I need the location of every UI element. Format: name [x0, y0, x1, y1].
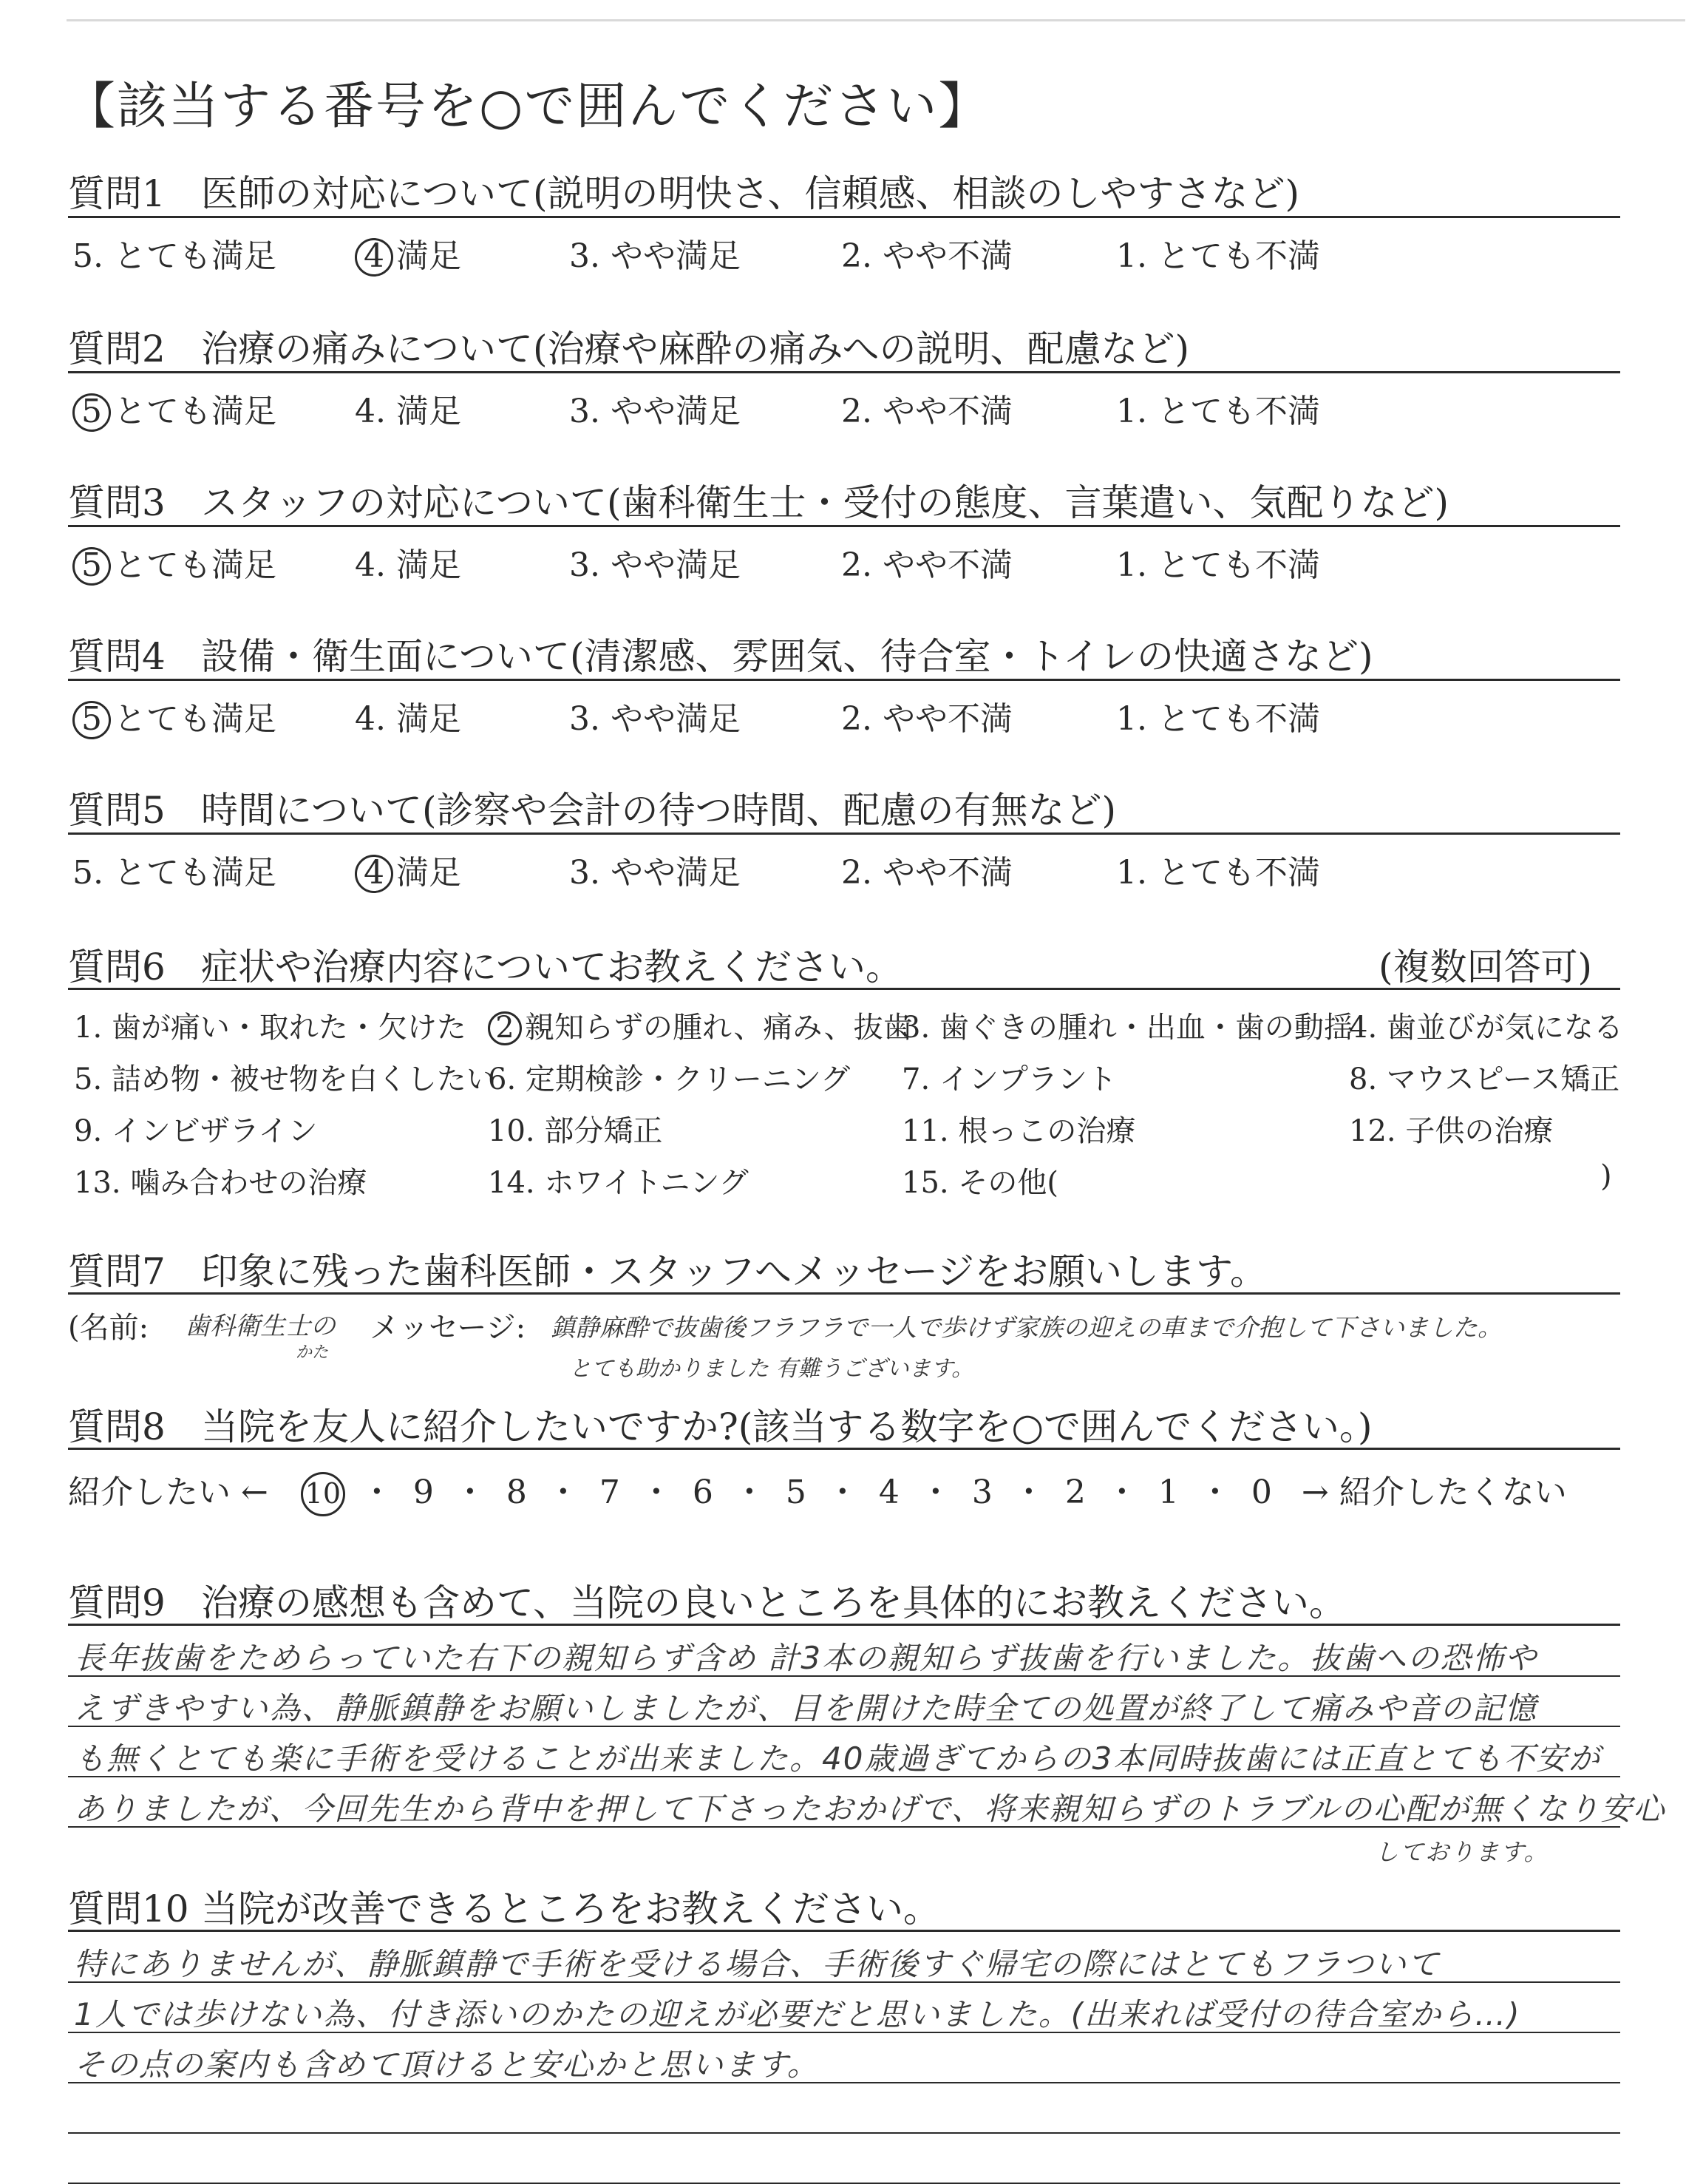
q1-option[interactable]: 2. やや不満 — [841, 237, 1013, 275]
q6-option[interactable]: 13. 噛み合わせの治療 — [74, 1166, 367, 1200]
q8-scale-value[interactable]: 8 — [506, 1473, 527, 1511]
q6-option[interactable]: 10. 部分矯正 — [488, 1114, 663, 1148]
q3-option[interactable]: 2. やや不満 — [841, 546, 1013, 584]
q7-number: 質問7 — [68, 1250, 166, 1293]
q8-scale-separator: ・ — [546, 1473, 579, 1511]
q1-option[interactable]: 5. とても満足 — [72, 237, 276, 275]
q8-scale-value[interactable]: 1 — [1158, 1473, 1179, 1511]
q10-rule — [68, 1930, 1620, 1932]
q4-option-selected[interactable]: 5 とても満足 — [72, 692, 276, 739]
q6-option[interactable]: 12. 子供の治療 — [1349, 1114, 1554, 1148]
q8-scale-separator: ・ — [732, 1473, 766, 1511]
q9-answer-line: 長年抜歯をためらっていた右下の親知らず含め 計3本の親知らず抜歯を行いました。抜歯への恐怖や — [74, 1640, 1538, 1676]
q6-option[interactable]: 6. 定期検診・クリーニング — [488, 1062, 851, 1096]
q8-scale-values — [301, 1465, 1279, 1516]
selected-circle-mark: 5 — [72, 393, 111, 432]
q5-rule — [68, 832, 1620, 835]
q5-option[interactable]: 1. とても不満 — [1116, 854, 1320, 892]
q2-option[interactable]: 4. 満足 — [355, 393, 461, 430]
q1-heading — [68, 164, 1620, 217]
q6-option[interactable]: 9. インビザライン — [74, 1114, 318, 1148]
q4-rule — [68, 679, 1620, 681]
q3-option-selected[interactable]: 5 とても満足 — [72, 538, 276, 586]
q4-text: 設備・衛生面について(清潔感、雰囲気、待合室・トイレの快適さなど) — [201, 635, 1373, 678]
q2-option-selected[interactable]: 5 とても満足 — [72, 384, 276, 432]
q6-option-selected[interactable]: 2 親知らずの腫れ、痛み、抜歯 — [488, 1004, 913, 1046]
q9-rule — [68, 1624, 1620, 1626]
q10-text: 当院が改善できるところをお教えください。 — [201, 1888, 940, 1930]
q8-rule — [68, 1448, 1620, 1450]
q6-text: 症状や治療内容についてお教えください。 — [201, 946, 903, 988]
q8-scale-separator: ・ — [1105, 1473, 1138, 1511]
q8-scale-value[interactable]: 3 — [971, 1473, 993, 1511]
q8-left-label: 紹介したい ← — [68, 1473, 268, 1511]
q8-scale-value[interactable]: 2 — [1064, 1473, 1086, 1511]
q5-number: 質問5 — [68, 789, 166, 832]
q5-heading — [68, 781, 1620, 834]
q4-options — [0, 692, 1703, 744]
q8-scale — [68, 1465, 1620, 1516]
q8-scale-value[interactable]: 5 — [785, 1473, 806, 1511]
q8-scale-value[interactable]: 7 — [599, 1473, 620, 1511]
q4-option[interactable]: 3. やや満足 — [569, 700, 741, 738]
q1-options — [0, 229, 1703, 281]
selected-circle-mark: 4 — [355, 855, 393, 893]
q6-option[interactable]: 5. 詰め物・被せ物を白くしたい — [74, 1062, 496, 1096]
q3-option[interactable]: 1. とても不満 — [1116, 546, 1320, 584]
q10-answer-line: 1人では歩けない為、付き添いのかたの迎えが必要だと思いました。(出来れば受付の待合室から…) — [74, 1996, 1521, 2032]
q8-scale-separator: ・ — [1198, 1473, 1231, 1511]
q1-option-selected[interactable]: 4 満足 — [355, 229, 461, 277]
selected-circle-mark: 5 — [72, 547, 111, 586]
q1-option[interactable]: 3. やや満足 — [569, 237, 741, 275]
q1-rule — [68, 216, 1620, 218]
q7-message-label: メッセージ: — [370, 1311, 526, 1345]
q3-rule — [68, 525, 1620, 527]
q1-number: 質問1 — [68, 172, 166, 215]
q9-answer-line: えずきやすい為、静脈鎮静をお願いしましたが、目を開けた時全ての処置が終了して痛みや音の記憶 — [74, 1690, 1538, 1726]
q6-rule — [68, 988, 1620, 990]
q2-options — [0, 384, 1703, 436]
q3-option[interactable]: 4. 満足 — [355, 546, 461, 584]
q5-option[interactable]: 5. とても満足 — [72, 854, 276, 892]
q8-scale-value[interactable]: 0 — [1251, 1473, 1272, 1511]
q8-scale-selected[interactable]: 10 — [301, 1472, 345, 1516]
q8-scale-separator: ・ — [1012, 1473, 1045, 1511]
q2-option[interactable]: 2. やや不満 — [841, 393, 1013, 430]
q3-number: 質問3 — [68, 481, 166, 524]
q8-scale-separator: ・ — [639, 1473, 673, 1511]
q4-option[interactable]: 1. とても不満 — [1116, 700, 1320, 738]
q9-answer-line: しております。 — [1375, 1838, 1549, 1866]
selected-circle-mark: 2 — [488, 1011, 522, 1045]
q6-other-close-paren: ) — [1600, 1159, 1612, 1193]
q6-multi-note: (複数回答可) — [1378, 946, 1592, 988]
q6-option[interactable]: 14. ホワイトニング — [488, 1166, 749, 1200]
q7-heading — [68, 1242, 1620, 1295]
q7-name-value: 歯科衛生士の — [185, 1312, 336, 1341]
q2-option[interactable]: 3. やや満足 — [569, 393, 741, 430]
q2-text: 治療の痛みについて(治療や麻酔の痛みへの説明、配慮など) — [201, 328, 1190, 370]
q10-answer-line: 特にありませんが、静脈鎮静で手術を受ける場合、手術後すぐ帰宅の際にはとてもフラついて — [74, 1946, 1441, 1982]
q8-scale-value[interactable]: 6 — [692, 1473, 713, 1511]
q5-options — [0, 846, 1703, 898]
q6-option[interactable]: 7. インプラント — [902, 1062, 1117, 1096]
q8-scale-separator: ・ — [453, 1473, 486, 1511]
q7-message-line1: 鎮静麻酔で抜歯後フラフラで一人で歩けず家族の迎えの車まで介抱して下さいました。 — [551, 1313, 1502, 1342]
q2-heading — [68, 319, 1620, 373]
q7-text: 印象に残った歯科医師・スタッフへメッセージをお願いします。 — [201, 1250, 1267, 1293]
q8-text: 当院を友人に紹介したいですか?(該当する数字を○で囲んでください。) — [201, 1405, 1373, 1448]
q6-option[interactable]: 8. マウスピース矯正 — [1349, 1062, 1620, 1096]
q3-option[interactable]: 3. やや満足 — [569, 546, 741, 584]
q3-heading — [68, 473, 1620, 526]
q6-option[interactable]: 15. その他( — [902, 1166, 1058, 1200]
q4-option[interactable]: 2. やや不満 — [841, 700, 1013, 738]
q3-options — [0, 538, 1703, 590]
q8-scale-value[interactable]: 4 — [878, 1473, 900, 1511]
page-title: 【該当する番号を○で囲んでください】 — [65, 78, 990, 136]
q6-option[interactable]: 3. 歯ぐきの腫れ・出血・歯の動揺 — [902, 1011, 1353, 1045]
q4-heading — [68, 627, 1620, 680]
q9-heading — [68, 1573, 1620, 1627]
q6-option[interactable]: 4. 歯並びが気になる — [1349, 1011, 1623, 1045]
q8-scale-separator: ・ — [919, 1473, 952, 1511]
q5-option[interactable]: 2. やや不満 — [841, 854, 1013, 892]
q8-scale-value[interactable]: 9 — [412, 1473, 434, 1511]
q9-number: 質問9 — [68, 1581, 166, 1624]
q9-text: 治療の感想も含めて、当院の良いところを具体的にお教えください。 — [201, 1581, 1346, 1624]
q5-option[interactable]: 3. やや満足 — [569, 854, 741, 892]
selected-circle-mark: 4 — [355, 238, 393, 277]
q7-name-sub: かた — [296, 1343, 329, 1362]
q1-option[interactable]: 1. とても不満 — [1116, 237, 1320, 275]
q10-answer-rule — [68, 2132, 1620, 2134]
q10-number: 質問10 — [68, 1888, 189, 1930]
q2-option[interactable]: 1. とても不満 — [1116, 393, 1320, 430]
q7-name-label: (名前: — [68, 1311, 149, 1345]
q8-scale-separator: ・ — [360, 1473, 393, 1511]
selected-circle-mark: 5 — [72, 701, 111, 739]
q7-rule — [68, 1292, 1620, 1295]
q10-heading — [68, 1879, 1620, 1933]
q2-number: 質問2 — [68, 328, 166, 370]
q10-answer-line: その点の案内も含めて頂けると安心かと思います。 — [74, 2046, 820, 2083]
q8-scale-separator: ・ — [826, 1473, 859, 1511]
q6-option[interactable]: 1. 歯が痛い・取れた・欠けた — [74, 1011, 466, 1045]
q8-heading — [68, 1397, 1620, 1451]
q8-number: 質問8 — [68, 1405, 166, 1448]
q1-text: 医師の対応について(説明の明快さ、信頼感、相談のしやすさなど) — [201, 172, 1300, 215]
q9-answer-line: も無くとても楽に手術を受けることが出来ました。40歳過ぎてからの3本同時抜歯には正直とても不安が — [74, 1740, 1602, 1777]
q5-option-selected[interactable]: 4 満足 — [355, 846, 461, 893]
q2-rule — [68, 371, 1620, 373]
q3-text: スタッフの対応について(歯科衛生士・受付の態度、言葉遣い、気配りなど) — [201, 481, 1449, 524]
q7-message-line2: とても助かりました 有難うございます。 — [569, 1356, 974, 1382]
q6-option[interactable]: 11. 根っこの治療 — [902, 1114, 1136, 1148]
q4-number: 質問4 — [68, 635, 166, 678]
q5-text: 時間について(診察や会計の待つ時間、配慮の有無など) — [201, 789, 1117, 832]
q9-answer-line: ありましたが、今回先生から背中を押して下さったおかげで、将来親知らずのトラブルの心配が無くなり安心 — [74, 1791, 1666, 1827]
q8-right-label: → 紹介したくない — [1301, 1473, 1567, 1511]
q6-number: 質問6 — [68, 946, 166, 988]
top-border — [67, 19, 1685, 21]
q4-option[interactable]: 4. 満足 — [355, 700, 461, 738]
